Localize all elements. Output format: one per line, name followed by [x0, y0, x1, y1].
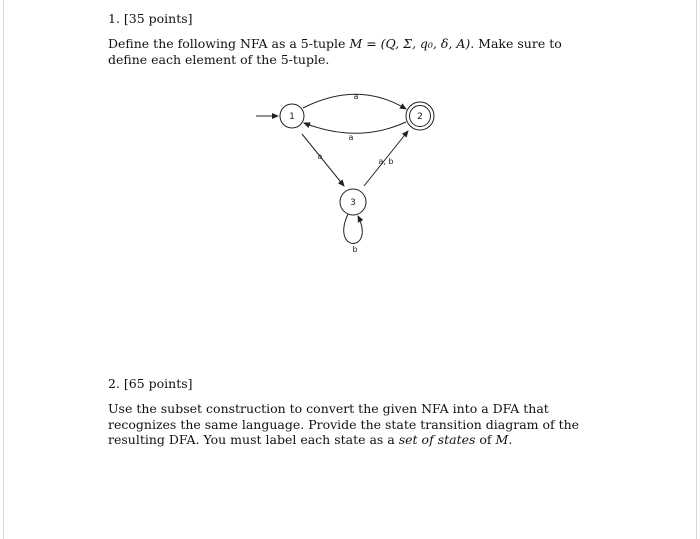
state-1-label: 1: [289, 112, 295, 122]
nfa-diagram: [240, 85, 460, 260]
transition-3-to-2-label: a, b: [378, 157, 394, 166]
question-2-text-suffix: .: [508, 432, 513, 447]
question-1-heading: 1. [35 points]: [108, 11, 193, 26]
question-1-text-prefix: Define the following NFA as a 5-tuple: [108, 36, 350, 51]
state-3-label: 3: [350, 198, 356, 208]
transition-1-to-2-label: a: [353, 92, 359, 101]
state-2: [406, 102, 434, 130]
machine-symbol-math: M: [495, 432, 509, 447]
transition-2-to-1: [304, 122, 406, 133]
question-2-heading: 2. [65 points]: [108, 376, 193, 391]
question-1-text-suffix: . Make sure to define each element of the 5-tuple.: [108, 36, 562, 67]
transition-3-self-loop: [344, 214, 363, 244]
question-2-text: [108, 401, 596, 448]
question-1-text: [108, 36, 596, 67]
page-edge-left: [3, 0, 4, 539]
transition-1-to-3: [302, 134, 344, 186]
state-1: [280, 104, 304, 128]
question-2-text-prefix: Use the subset construction to convert the given NFA into a DFA that recognizes the same language. Provide the state transition diagram of the resulting DFA. You must label each state as a: [108, 401, 580, 447]
question-2-text-middle: of: [475, 432, 496, 447]
page-edge-right: [696, 0, 697, 539]
transition-2-to-1-label: a: [348, 133, 354, 142]
state-2-label: 2: [417, 112, 423, 122]
transition-1-to-3-label: a: [317, 152, 323, 161]
state-3: [340, 189, 366, 215]
five-tuple-math: M = (Q, Σ, q₀, δ, A): [349, 36, 471, 51]
transition-3-self-loop-label: b: [352, 245, 358, 254]
set-of-states-emphasis: set of states: [398, 432, 476, 447]
